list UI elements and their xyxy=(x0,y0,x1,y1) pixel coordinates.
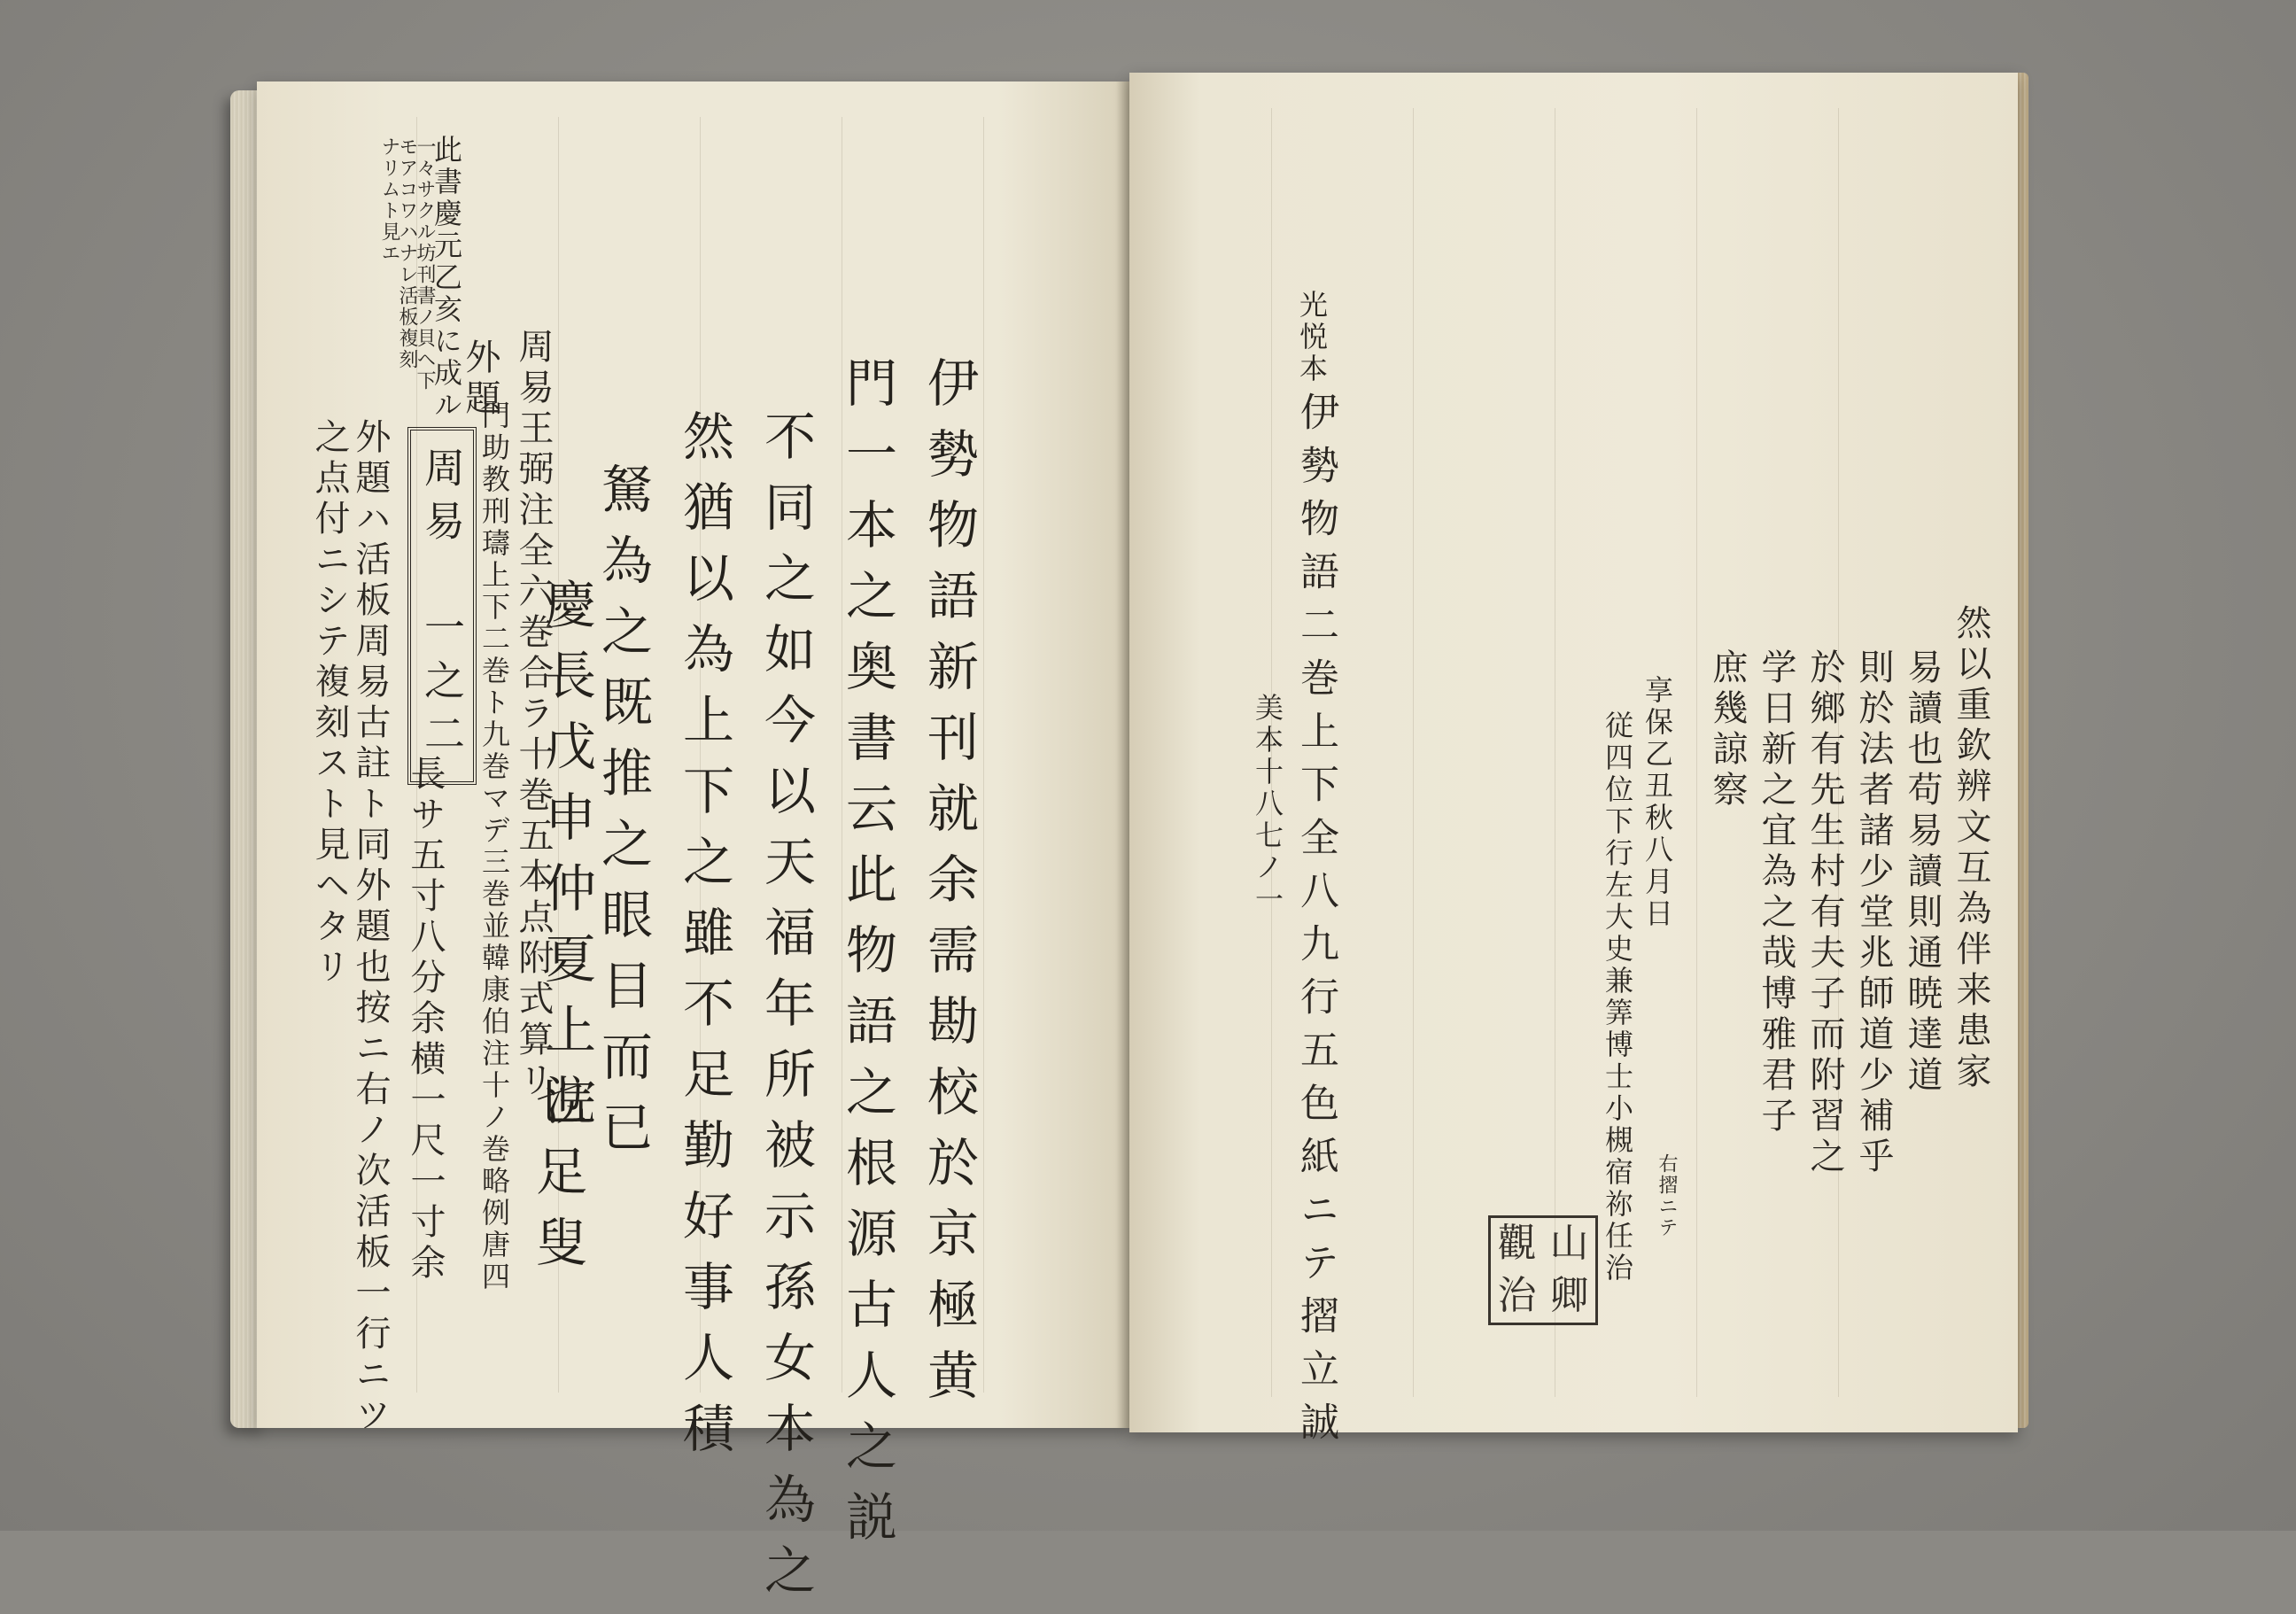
main-column-5: 駑為之既推之眼目而已 xyxy=(593,462,653,1171)
left-note-2: 一々サクル坊刊書ノ貝ヘ下 xyxy=(414,136,436,392)
page-edges-right xyxy=(2016,73,2028,1428)
seal-char: 治 xyxy=(1497,1273,1537,1318)
preface-column-5: 学日新之宜為之哉博雅君子 xyxy=(1756,648,1796,1137)
kanji-header: 光悦本 xyxy=(1295,290,1329,385)
title-box: 周易 一之二 xyxy=(407,427,477,785)
date-line: 享保乙丑秋八月日 xyxy=(1641,675,1674,930)
seal-char: 山 xyxy=(1549,1221,1589,1266)
seal-stamp xyxy=(1488,1215,1598,1325)
note-right-2: 之点付ニシテ複刻スト見ヘタリ xyxy=(309,418,350,989)
open-book xyxy=(221,73,2028,1614)
preface-column-1: 然以重欽辨文互為伴来患家 xyxy=(1951,604,1991,1093)
zhouyi-line-1: 周易王弼注全六巻合ラ十巻五本点附式算リ xyxy=(513,328,554,1102)
main-column-2: 門一本之奥書云此物語之根源古人之説 xyxy=(837,356,897,1561)
title-column: 伊勢物語二巻上下全八九行五色紙ニテ摺立誠 xyxy=(1293,392,1338,1455)
note-right-1: 外題ハ活板周易古註ト同外題也按ニ右ノ次活板一行ニツ xyxy=(350,418,391,1437)
author-line: 従四位下行左大史兼筭博士小槻宿祢任治 xyxy=(1601,710,1634,1284)
right-page xyxy=(1129,73,2018,1455)
signature: 也足叟 xyxy=(527,1074,587,1286)
preface-column-2: 易讀也苟易讀則通暁達道 xyxy=(1902,648,1943,1097)
left-note-4: ナリムト見エ xyxy=(378,136,400,264)
outer-title-label: 外題 xyxy=(460,338,500,420)
main-column-3: 不同之如今以天福年所被示孫女本為之 xyxy=(756,409,816,1614)
seal-char: 卿 xyxy=(1549,1273,1589,1318)
subtitle-column: 美本十八七ノ一 xyxy=(1251,693,1284,916)
ruling-line xyxy=(983,117,984,1393)
main-column-1: 伊勢物語新刊就余需勘校於京極黄 xyxy=(919,356,979,1419)
preface-column-4: 於鄉有先生村有夫子而附習之 xyxy=(1804,648,1845,1178)
preface-column-3: 則於法者諸少堂兆師道少補乎 xyxy=(1853,648,1894,1178)
zhouyi-line-2: 門助教刑璹上下二巻ト九巻マデ三巻並韓康伯注十ノ巻略例唐四 xyxy=(477,400,511,1293)
left-note-3: モアコワハナレ活板複刻 xyxy=(396,136,418,370)
main-column-4: 然猶以為上下之雖不足勤好事人積 xyxy=(674,409,734,1472)
main-column-6: 慶長戊申仲夏上浣 xyxy=(536,578,596,1145)
left-page xyxy=(257,81,1129,1614)
seal-char: 觀 xyxy=(1497,1221,1537,1266)
left-note-top: 此書慶元乙亥に成ル xyxy=(430,135,463,422)
ruling-line xyxy=(1696,108,1697,1397)
ruling-line xyxy=(1413,108,1414,1397)
seal-note: 右摺ニテ xyxy=(1656,1153,1678,1238)
size-line: 長サ五寸八分余横一尺一寸余 xyxy=(405,755,446,1284)
preface-column-6: 庶幾諒察 xyxy=(1707,648,1748,811)
